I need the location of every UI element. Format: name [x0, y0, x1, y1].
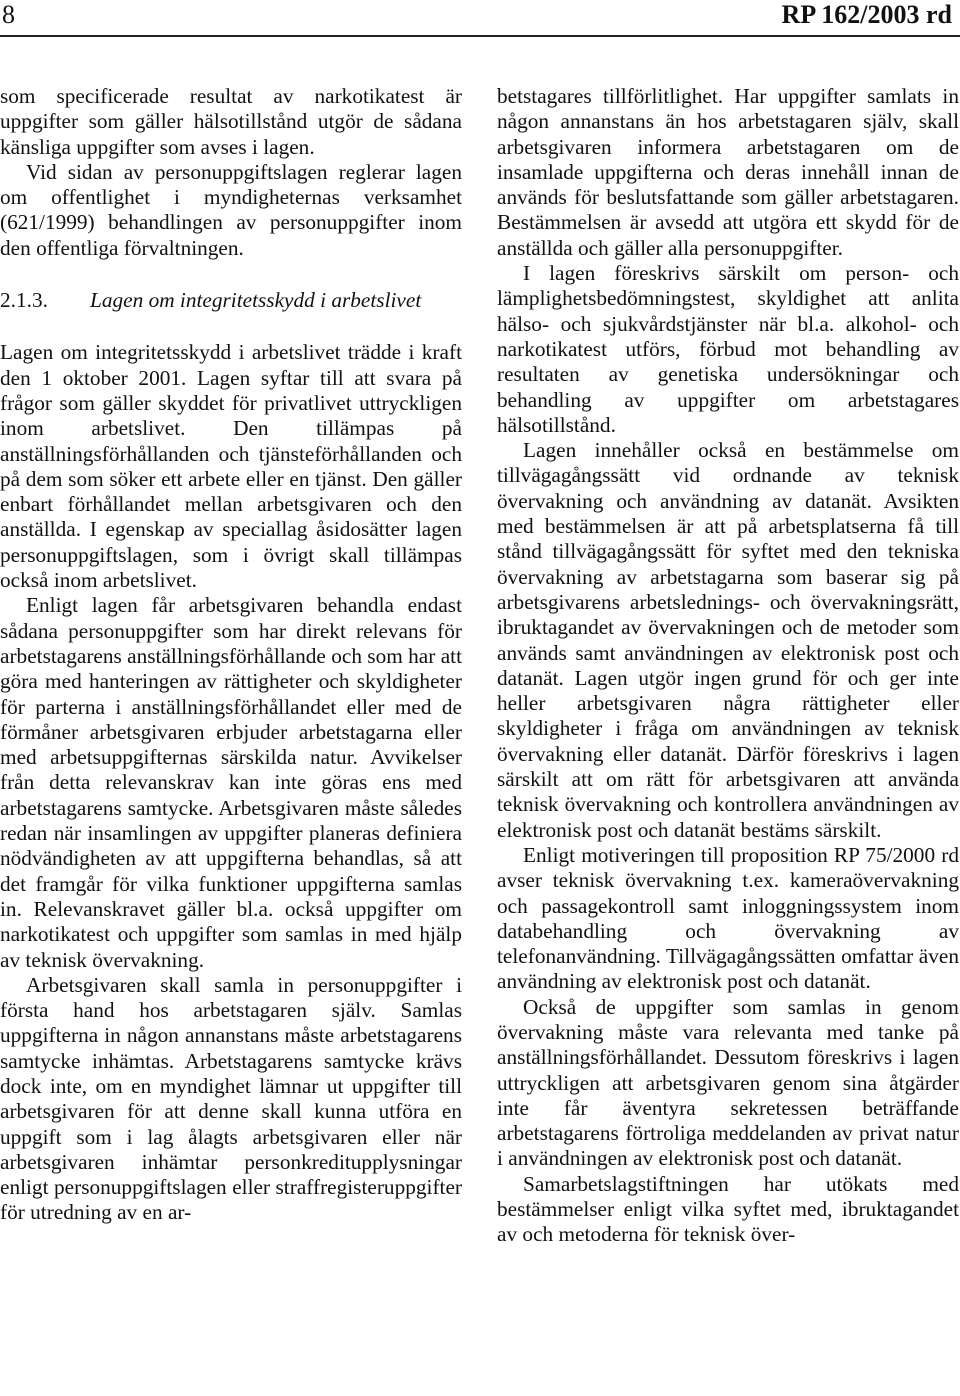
paragraph: Också de uppgifter som samlas in genom övervakning måste vara relevanta med tanke på anställningsförhållandet. Dessutom föreskrivs i lagen uttryckligen att arbetsgivaren genom sina åtgärder inte får äventyra sekretessen beträffande arbetstagarens förtroliga meddelanden av privat natur i användningen av elektronisk post och datanät. — [497, 994, 959, 1171]
paragraph: Lagen innehåller också en bestämmelse om tillvägagångssätt vid ordnande av teknisk övervakning och användning av datanät. Avsikten med bestämmelsen är att på arbetsplatserna få till stånd tillvägagångssätt för syftet med den tekniska övervakning av arbetstagarna som baserar sig på arbetsgivarens arbetslednings- och övervakningsrätt, ibruktagandet av övervakningen och de metoder som används samt användningen av elektronisk post och datanät. Lagen utgör ingen grund för och ger inte heller arbetsgivaren några rättigheter eller skyldigheter i fråga om användningen av teknisk övervakning eller datanät. Därför föreskrivs i lagen särskilt att om rätt för arbetsgivaren att använda teknisk övervakning och kontrollera användningen av elektronisk post och datanät bestäms särskilt. — [497, 438, 959, 842]
section-number: 2.1.3. — [0, 288, 48, 313]
paragraph: Enligt motiveringen till proposition RP 75/2000 rd avser teknisk övervakning t.ex. kameraövervakning och passagekontroll samt inloggningssystem inom databehandling och övervakning av telefonanvändning. Tillvägagångssätten omfattar även användning av elektronisk post och datanät. — [497, 842, 959, 994]
document-id: RP 162/2003 rd — [781, 0, 952, 29]
paragraph: Arbetsgivaren skall samla in personuppgifter i första hand hos arbetstagaren själv. Samlas uppgifterna in någon annanstans måste arbetstagarens samtycke inhämtas. Arbetstagarens samtycke krävs dock inte, om en myndighet lämnar ut uppgifter till arbetsgivaren för att denne skall kunna utföra en uppgift som i lag ålagts arbetsgivaren eller när arbetsgivaren inhämtar personkreditupplysningar enligt personuppgiftslagen eller straffregisteruppgifter för utredning av en ar- — [0, 972, 462, 1225]
paragraph: Samarbetslagstiftningen har utökats med bestämmelser enligt vilka syftet med, ibruktagandet av och metoderna för teknisk över- — [497, 1171, 959, 1247]
page-header — [0, 0, 960, 32]
section-title: Lagen om integritetsskydd i arbetslivet — [90, 288, 422, 313]
paragraph: Vid sidan av personuppgiftslagen reglerar lagen om offentlighet i myndigheternas verksamhet (621/1999) behandlingen av personuppgifter inom den offentliga förvaltningen. — [0, 159, 462, 260]
right-column — [497, 84, 959, 1396]
paragraph: I lagen föreskrivs särskilt om person- och lämplighetsbedömningstest, skyldighet att anlita hälso- och sjukvårdstjänster när bl.a. alkohol- och narkotikatest utförs, förbud mot behandling av resultaten av genetiska undersökningar och behandling av uppgifter om arbetstagares hälsotillstånd. — [497, 261, 959, 437]
paragraph: som specificerade resultat av narkotikatest är uppgifter som gäller hälsotillstånd utgör de sådana känsliga uppgifter som avses i lagen. — [0, 84, 462, 159]
paragraph: Enligt lagen får arbetsgivaren behandla endast sådana personuppgifter som har direkt relevans för arbetstagarens anställningsförhållande och som har att göra med hanteringen av rättigheter och skyldigheter för parterna i anställningsförhållandet eller med de förmåner arbetsgivaren erbjuder arbetstagarna eller med arbetsuppgifternas särskilda natur. Avvikelser från detta relevanskrav kan inte göras ens med arbetstagarens samtycke. Arbetsgivaren måste således redan när insamlingen av uppgifter planeras definiera nödvändigheten av att uppgifterna behandlas, så att det framgår för vilka funktioner uppgifterna samlas in. Relevanskravet gäller bl.a. också uppgifter om narkotikatest och uppgifter som samlas in med hjälp av teknisk övervakning. — [0, 593, 462, 972]
page-number: 8 — [2, 0, 15, 29]
paragraph: Lagen om integritetsskydd i arbetslivet trädde i kraft den 1 oktober 2001. Lagen syftar till att svara på frågor som gäller skyddet för privatlivet uttryckligen inom arbetslivet. Den tillämpas på anställningsförhållanden och tjänsteförhållanden och på dem som söker ett arbete eller en tjänst. Den gäller enbart förhållandet mellan arbetsgivaren och den anställda. I egenskap av speciallag åsidosätter lagen personuppgiftslagen, som i övrigt skall tillämpas också inom arbetslivet. — [0, 340, 462, 593]
header-rule — [0, 35, 960, 37]
paragraph: betstagares tillförlitlighet. Har uppgifter samlats in någon annanstans än hos arbetstagaren själv, skall arbetsgivaren informera arbetstagaren om de insamlade uppgifterna och deras innehåll innan de används för beslutsfattande som gäller arbetstagaren. Bestämmelsen är avsedd att utgöra ett skydd för de anställda och gäller alla personuppgifter. — [497, 84, 959, 260]
section-heading — [0, 288, 462, 313]
left-column — [0, 84, 462, 1396]
